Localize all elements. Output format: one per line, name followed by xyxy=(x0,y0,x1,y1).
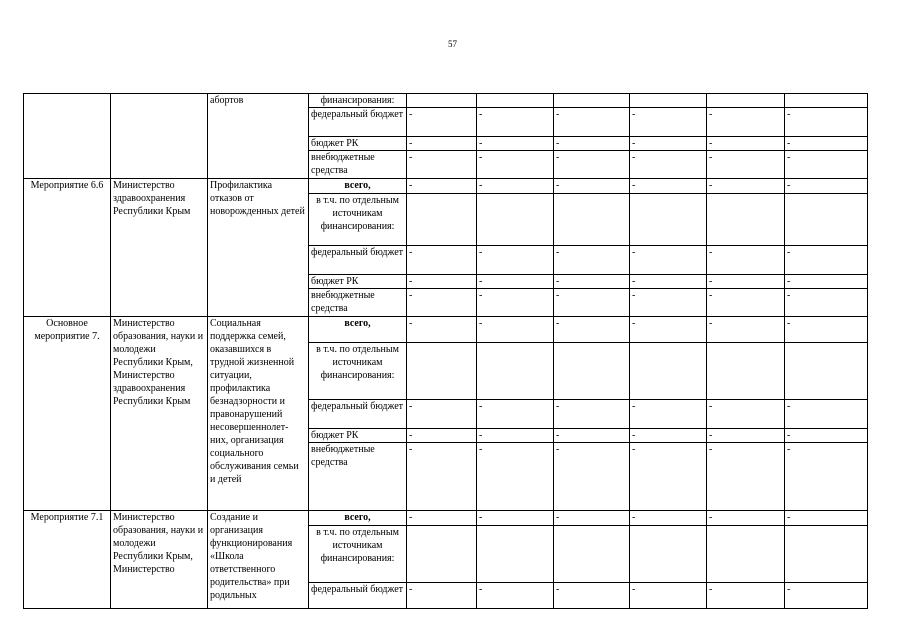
amount-cell: - xyxy=(477,179,554,194)
amount-cell xyxy=(477,343,554,400)
funding-source-label: в т.ч. по отдельным источникам финансирования: xyxy=(309,526,407,583)
amount-cell: - xyxy=(630,583,707,609)
amount-cell xyxy=(785,526,868,583)
measure-name-cell: Основное мероприятие 7. xyxy=(24,317,111,511)
amount-cell: - xyxy=(407,583,477,609)
amount-cell: - xyxy=(785,179,868,194)
amount-cell: - xyxy=(630,137,707,151)
funding-source-label: внебюджетные средства xyxy=(309,443,407,511)
amount-cell: - xyxy=(630,275,707,289)
amount-cell xyxy=(630,343,707,400)
amount-cell: - xyxy=(707,443,785,511)
amount-cell: - xyxy=(707,511,785,526)
amount-cell: - xyxy=(707,108,785,137)
funding-source-label: внебюджетные средства xyxy=(309,289,407,317)
amount-cell: - xyxy=(785,317,868,343)
amount-cell: - xyxy=(554,151,630,179)
amount-cell: - xyxy=(477,583,554,609)
amount-cell xyxy=(630,194,707,246)
amount-cell: - xyxy=(554,108,630,137)
amount-cell: - xyxy=(554,137,630,151)
amount-cell xyxy=(785,94,868,108)
amount-cell: - xyxy=(407,179,477,194)
amount-cell: - xyxy=(630,317,707,343)
measure-description-cell: абортов xyxy=(208,94,309,179)
table-row xyxy=(24,511,868,526)
amount-cell: - xyxy=(477,317,554,343)
amount-cell: - xyxy=(785,511,868,526)
amount-cell: - xyxy=(785,108,868,137)
amount-cell: - xyxy=(630,443,707,511)
measure-name-cell xyxy=(24,94,111,179)
amount-cell: - xyxy=(477,443,554,511)
amount-cell xyxy=(707,343,785,400)
amount-cell: - xyxy=(407,108,477,137)
amount-cell xyxy=(407,526,477,583)
amount-cell: - xyxy=(785,289,868,317)
amount-cell xyxy=(477,94,554,108)
amount-cell: - xyxy=(477,137,554,151)
funding-source-label: всего, xyxy=(309,179,407,194)
measure-description-cell: Профилактика отказов от новорожденных детей xyxy=(208,179,309,317)
amount-cell: - xyxy=(554,511,630,526)
amount-cell xyxy=(630,94,707,108)
amount-cell: - xyxy=(707,246,785,275)
amount-cell xyxy=(785,194,868,246)
amount-cell: - xyxy=(630,400,707,429)
amount-cell: - xyxy=(407,137,477,151)
funding-source-label: финансирования: xyxy=(309,94,407,108)
amount-cell: - xyxy=(707,317,785,343)
amount-cell: - xyxy=(630,108,707,137)
amount-cell xyxy=(785,343,868,400)
amount-cell: - xyxy=(407,275,477,289)
amount-cell xyxy=(407,343,477,400)
measure-name-cell: Мероприятие 6.6 xyxy=(24,179,111,317)
measure-description-cell: Создание и организация функционирования «Школа ответственного родительства» при родильных xyxy=(208,511,309,609)
amount-cell: - xyxy=(785,400,868,429)
amount-cell: - xyxy=(707,275,785,289)
page-number: 57 xyxy=(448,39,457,49)
amount-cell xyxy=(707,94,785,108)
funding-source-label: федеральный бюджет xyxy=(309,108,407,137)
amount-cell xyxy=(407,194,477,246)
executor-cell xyxy=(111,94,208,179)
table-row xyxy=(24,317,868,343)
table-row xyxy=(24,179,868,194)
funding-source-label: всего, xyxy=(309,317,407,343)
amount-cell: - xyxy=(407,151,477,179)
amount-cell xyxy=(554,194,630,246)
amount-cell: - xyxy=(477,275,554,289)
amount-cell: - xyxy=(630,289,707,317)
amount-cell: - xyxy=(707,429,785,443)
amount-cell: - xyxy=(630,246,707,275)
amount-cell: - xyxy=(407,400,477,429)
amount-cell: - xyxy=(477,511,554,526)
amount-cell: - xyxy=(407,317,477,343)
funding-source-label: федеральный бюджет xyxy=(309,583,407,609)
table-row xyxy=(24,94,868,108)
amount-cell xyxy=(407,94,477,108)
amount-cell: - xyxy=(477,151,554,179)
funding-source-label: в т.ч. по отдельным источникам финансирования: xyxy=(309,343,407,400)
amount-cell: - xyxy=(407,511,477,526)
amount-cell: - xyxy=(707,400,785,429)
measure-name-cell: Мероприятие 7.1 xyxy=(24,511,111,609)
funding-source-label: в т.ч. по отдельным источникам финансирования: xyxy=(309,194,407,246)
amount-cell: - xyxy=(630,511,707,526)
amount-cell: - xyxy=(707,289,785,317)
amount-cell: - xyxy=(630,151,707,179)
amount-cell: - xyxy=(477,289,554,317)
amount-cell xyxy=(630,526,707,583)
funding-source-label: внебюджетные средства xyxy=(309,151,407,179)
amount-cell: - xyxy=(630,179,707,194)
amount-cell: - xyxy=(477,400,554,429)
amount-cell: - xyxy=(407,443,477,511)
amount-cell: - xyxy=(707,179,785,194)
amount-cell: - xyxy=(407,429,477,443)
amount-cell: - xyxy=(554,289,630,317)
amount-cell: - xyxy=(785,137,868,151)
amount-cell: - xyxy=(554,429,630,443)
amount-cell: - xyxy=(785,275,868,289)
amount-cell: - xyxy=(477,246,554,275)
executor-cell: Министерство образования, науки и молодежи Республики Крым, Министерство xyxy=(111,511,208,609)
amount-cell: - xyxy=(554,583,630,609)
amount-cell xyxy=(477,526,554,583)
funding-source-label: федеральный бюджет xyxy=(309,246,407,275)
funding-table xyxy=(23,93,868,609)
amount-cell xyxy=(554,343,630,400)
amount-cell: - xyxy=(785,246,868,275)
amount-cell: - xyxy=(554,443,630,511)
amount-cell: - xyxy=(554,275,630,289)
amount-cell: - xyxy=(707,151,785,179)
amount-cell: - xyxy=(477,108,554,137)
executor-cell: Министерство образования, науки и молодежи Республики Крым, Министерство здравоохранения Республики Крым xyxy=(111,317,208,511)
amount-cell: - xyxy=(407,246,477,275)
amount-cell: - xyxy=(707,137,785,151)
amount-cell: - xyxy=(785,583,868,609)
amount-cell xyxy=(554,94,630,108)
funding-source-label: всего, xyxy=(309,511,407,526)
amount-cell: - xyxy=(554,400,630,429)
amount-cell: - xyxy=(630,429,707,443)
amount-cell: - xyxy=(554,179,630,194)
amount-cell: - xyxy=(785,151,868,179)
amount-cell xyxy=(554,526,630,583)
amount-cell: - xyxy=(554,246,630,275)
amount-cell xyxy=(707,526,785,583)
funding-source-label: федеральный бюджет xyxy=(309,400,407,429)
measure-description-cell: Социальная поддержка семей, оказавшихся в трудной жизненной ситуации, профилактика безнадзорности и правонарушений несовершеннолет-них, организация социального обслуживания семьи и детей xyxy=(208,317,309,511)
amount-cell xyxy=(477,194,554,246)
funding-source-label: бюджет РК xyxy=(309,275,407,289)
amount-cell: - xyxy=(554,317,630,343)
amount-cell: - xyxy=(477,429,554,443)
amount-cell xyxy=(707,194,785,246)
amount-cell: - xyxy=(785,429,868,443)
amount-cell: - xyxy=(707,583,785,609)
amount-cell: - xyxy=(785,443,868,511)
funding-source-label: бюджет РК xyxy=(309,429,407,443)
funding-source-label: бюджет РК xyxy=(309,137,407,151)
amount-cell: - xyxy=(407,289,477,317)
executor-cell: Министерство здравоохранения Республики Крым xyxy=(111,179,208,317)
